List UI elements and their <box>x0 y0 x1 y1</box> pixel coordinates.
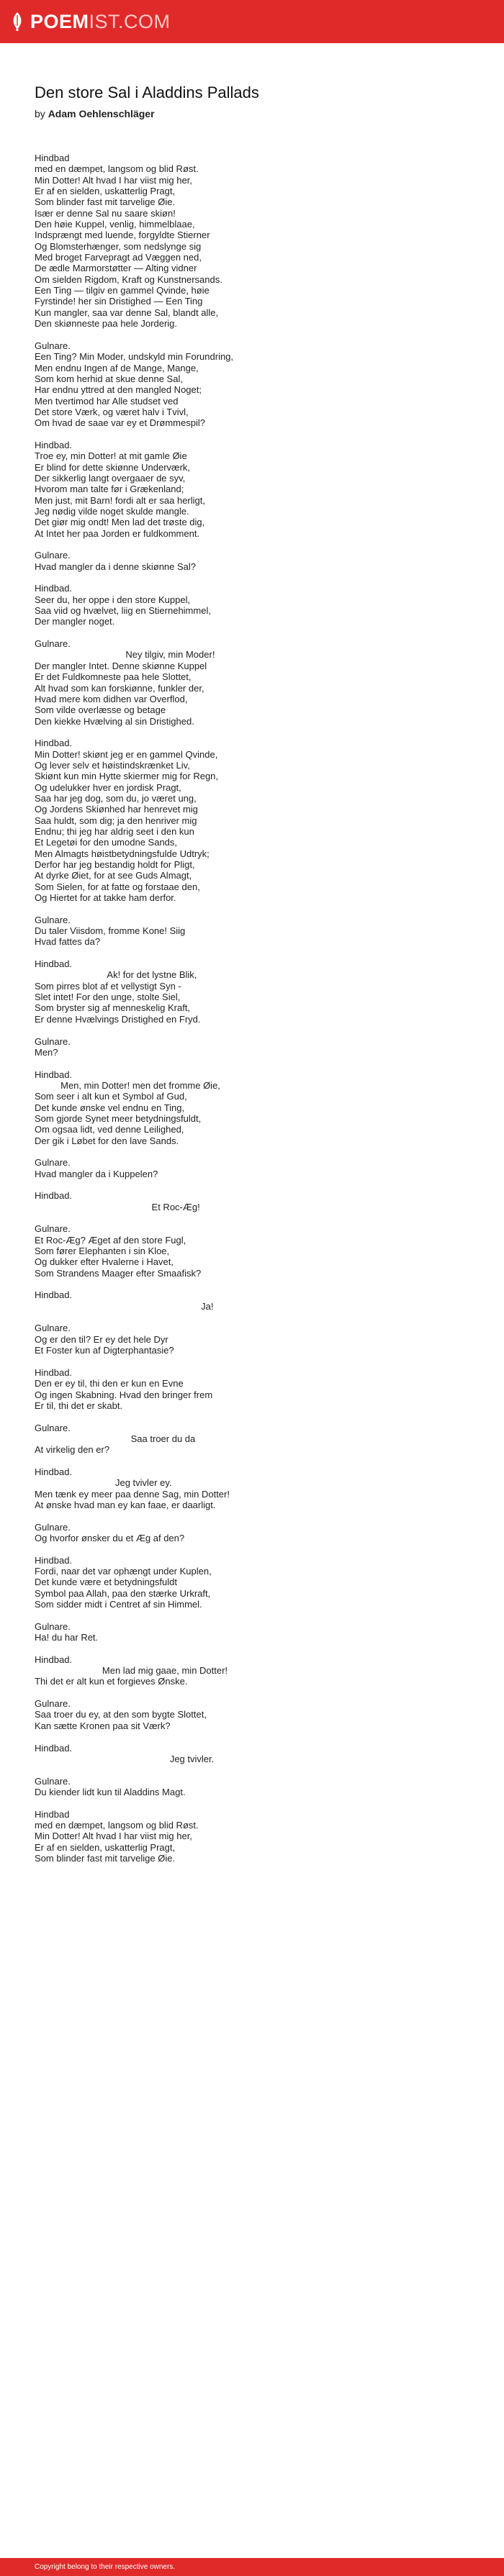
poem-line: Symbol paa Allah, paa den stærke Urkraft, <box>35 1587 211 1599</box>
poem-line: Een Ting? Min Moder, undskyld min Forundring, <box>35 351 234 363</box>
poem-line: Men? <box>35 1046 58 1058</box>
poem-line: Som blinder fast mit tarvelige Øie. <box>35 196 176 208</box>
poem-stanza <box>35 1069 474 1146</box>
poem-line: Men tænk ey meer paa denne Sag, min Dotter! <box>35 1488 230 1500</box>
poem-byline <box>35 107 474 120</box>
poem-line: Om ogsaa lidt, ved denne Leilighed, <box>35 1124 184 1135</box>
poem-line: Alt hvad som kan forskiønne, funkler der, <box>35 682 204 694</box>
logo-text-poem: POEM <box>30 10 89 32</box>
poem-line: Som gjorde Synet meer betydningsfuldt, <box>35 1112 202 1124</box>
poem-stanza <box>35 1190 474 1212</box>
poem-stanza <box>35 1522 474 1544</box>
poem-line: Og Jordens Skiønhed har henrevet mig <box>35 804 198 815</box>
speaker-name: Hindbad. <box>35 1466 73 1477</box>
speaker-name: Hindbad. <box>35 1289 73 1301</box>
speaker-name: Gulnare. <box>35 1422 71 1433</box>
poem-line: Saa troer du ey, at den som bygte Slottet, <box>35 1709 207 1720</box>
poem-line: Hvad fattes da? <box>35 936 101 948</box>
poem-line: Fordi, naar det var ophængt under Kuplen, <box>35 1566 212 1577</box>
speaker-name: Hindbad <box>35 153 70 163</box>
poem-line: Indsprængt med luende, forgyldte Stierner <box>35 230 210 241</box>
poem-line: Hvorom man talte før i Grækenland; <box>35 484 184 495</box>
poem-stanza <box>35 1289 474 1312</box>
poem-line: med en dæmpet, langsom og blid Røst. <box>35 163 199 175</box>
poem-line: Som blinder fast mit tarvelige Øie. <box>35 1852 176 1864</box>
poem-line: Er af en sielden, uskatterlig Pragt, <box>35 1841 176 1853</box>
poem-stanza <box>35 153 474 330</box>
poem-stanza <box>35 340 474 429</box>
poem-body <box>35 153 474 1864</box>
speaker-name: Hindbad. <box>35 1554 73 1566</box>
poem-line: Jeg tvivler ey. <box>35 1477 172 1489</box>
speaker-name: Gulnare. <box>35 1157 71 1169</box>
speaker-name: Gulnare. <box>35 1775 71 1787</box>
poem-line: Og Blomsterhænger, som nedslynge sig <box>35 240 202 252</box>
poem-line: Og ingen Skabning. Hvad den bringer frem <box>35 1389 213 1400</box>
poem-line: Et Foster kun af Digterphantasie? <box>35 1345 174 1356</box>
speaker-name: Hindbad <box>35 1808 70 1820</box>
poem-line: Især er denne Sal nu saare skiøn! <box>35 207 176 219</box>
poem-line: Er af en sielden, uskatterlig Pragt, <box>35 186 176 197</box>
poem-line: med en dæmpet, langsom og blid Røst. <box>35 1819 199 1831</box>
poem-line: Thi det er alt kun et forgieves Ønske. <box>35 1676 188 1687</box>
poem-stanza <box>35 1809 474 1864</box>
speaker-name: Gulnare. <box>35 914 71 925</box>
poem-stanza <box>35 1621 474 1643</box>
poem-stanza <box>35 915 474 948</box>
poem-line: Saa troer du da <box>35 1433 196 1444</box>
speaker-name: Hindbad. <box>35 958 73 970</box>
poem-line: Er til, thi det er skabt. <box>35 1400 123 1411</box>
poem-line: Der sikkerlig langt overgaaer de syv, <box>35 472 186 484</box>
poem-stanza <box>35 1323 474 1356</box>
speaker-name: Hindbad. <box>35 1654 73 1665</box>
poem-line: Og hvorfor ønsker du et Æg af den? <box>35 1532 185 1543</box>
poem-line: Derfor har jeg bestandig holdt for Pligt, <box>35 859 195 870</box>
poem-line: Den høie Kuppel, venlig, himmelblaae, <box>35 219 195 230</box>
poem-line: Men Almagts høistbetydningsfulde Udtryk; <box>35 848 210 859</box>
poem-line: Slet intet! For den unge, stolte Siel, <box>35 992 181 1003</box>
poem-stanza <box>35 1157 474 1179</box>
poem-line: Men just, mit Barn! fordi alt er saa herligt, <box>35 494 205 506</box>
poem-line: Hvad mere kom didhen var Overflod, <box>35 693 188 704</box>
poem-line: Det kunde ønske vel endnu en Ting, <box>35 1102 185 1113</box>
poem-line: Har endnu yttred at den mangled Noget; <box>35 384 202 396</box>
speaker-name: Gulnare. <box>35 638 71 650</box>
poem-stanza <box>35 1743 474 1765</box>
poem-author[interactable]: Adam Oehlenschläger <box>48 108 155 119</box>
poem-line: Er blind for dette skiønne Underværk, <box>35 461 191 473</box>
poem-line: Een Ting — tilgiv en gammel Qvinde, høie <box>35 285 210 296</box>
poem-line: Troe ey, min Dotter! at mit gamle Øie <box>35 450 187 462</box>
speaker-name: Hindbad. <box>35 583 73 594</box>
site-header <box>0 0 504 43</box>
speaker-name: Hindbad. <box>35 738 73 749</box>
poem-line: Du kiender lidt kun til Aladdins Magt. <box>35 1786 186 1797</box>
poem-line: At dyrke Øiet, for at see Guds Almagt, <box>35 870 192 881</box>
poem-line: Er det Fuldkomneste paa hele Slottet, <box>35 671 192 683</box>
poem-line: Ney tilgiv, min Moder! <box>35 649 215 661</box>
poem-stanza <box>35 1223 474 1279</box>
poem-line: Et Roc-Æg? Æget af den store Fugl, <box>35 1234 186 1246</box>
poem-line: Saa huldt, som dig; ja den henriver mig <box>35 815 197 826</box>
speaker-name: Hindbad. <box>35 1190 73 1202</box>
speaker-name: Gulnare. <box>35 340 71 351</box>
poem-line: Jeg tvivler. <box>35 1753 215 1764</box>
poem-line: Et Roc-Æg! <box>35 1201 200 1212</box>
poem-line: Med broget Farvepragt ad Væggen ned, <box>35 252 202 263</box>
poem-line: Ak! for det lystne Blik, <box>35 969 197 981</box>
poem-line: Er denne Hvælvings Dristighed en Fryd. <box>35 1013 201 1025</box>
poem-line: Om sielden Rigdom, Kraft og Kunstnersands. <box>35 273 222 285</box>
poem-title: Den store Sal i Aladdins Pallads <box>35 83 259 101</box>
poem-line: Den kiekke Hvælving al sin Dristighed. <box>35 715 194 727</box>
poem-line: Du taler Viisdom, fromme Kone! Siig <box>35 925 186 937</box>
poem-stanza <box>35 550 474 572</box>
poem-stanza <box>35 1367 474 1411</box>
poem-stanza <box>35 738 474 903</box>
poem-line: Som Sielen, for at fatte og forstaae den, <box>35 881 200 892</box>
speaker-name: Hindbad. <box>35 439 73 450</box>
poem-line: Et Legetøi for den umodne Sands, <box>35 837 178 848</box>
poem-line: At ønske hvad man ey kan faae, er daarligt. <box>35 1499 216 1510</box>
poem-article <box>35 83 474 1875</box>
poem-line: Som bryster sig af menneskelig Kraft, <box>35 1002 191 1014</box>
poem-line: Der mangler noget. <box>35 616 115 627</box>
poem-stanza <box>35 583 474 627</box>
poem-stanza <box>35 1423 474 1456</box>
poem-line: Men lad mig gaae, min Dotter! <box>35 1665 228 1677</box>
speaker-name: Gulnare. <box>35 1620 71 1632</box>
poem-line: Skiønt kun min Hytte skiermer mig for Regn, <box>35 771 219 782</box>
poem-line: Jeg nødig vilde noget skulde mangle. <box>35 506 189 517</box>
poem-line: Ha! du har Ret. <box>35 1632 99 1643</box>
poem-line: At virkelig den er? <box>35 1444 110 1456</box>
poem-stanza <box>35 1555 474 1610</box>
poem-line: Min Dotter! Alt hvad I har viist mig her, <box>35 174 192 186</box>
speaker-name: Hindbad. <box>35 1069 73 1080</box>
poem-stanza <box>35 1698 474 1731</box>
poem-stanza <box>35 958 474 1025</box>
speaker-name: Gulnare. <box>35 1035 71 1047</box>
by-label: by <box>35 108 45 119</box>
poem-line: Hvad mangler da i denne skiønne Sal? <box>35 561 197 572</box>
copyright-notice: Copyright belong to their respective owners. <box>35 2563 176 2571</box>
poem-line: Ja! <box>35 1300 214 1312</box>
poem-line: Den skiønneste paa hele Jorderig. <box>35 318 178 330</box>
poem-line: Kan sætte Kronen paa sit Værk? <box>35 1720 171 1731</box>
poem-line: Og er den til? Er ey det hele Dyr <box>35 1333 168 1345</box>
poem-line: Og lever selv et høistindskrænket Liv, <box>35 759 190 771</box>
poem-line: Som seer i alt kun et Symbol af Gud, <box>35 1091 187 1102</box>
poem-line: Den er ey til, thi den er kun en Evne <box>35 1378 184 1389</box>
poem-stanza <box>35 1654 474 1687</box>
speaker-name: Hindbad. <box>35 1742 73 1754</box>
poem-line: Saa har jeg dog, som du, jo været ung, <box>35 792 197 804</box>
poem-line: Men endnu Ingen af de Mange, Mange, <box>35 362 199 373</box>
poem-line: Saa viid og hvælvet, liig en Stiernehimmel, <box>35 605 211 617</box>
poem-stanza <box>35 638 474 727</box>
site-footer <box>0 2558 504 2576</box>
poem-line: Som fører Elephanten i sin Kloe, <box>35 1246 170 1257</box>
poem-line: Endnu; thi jeg har aldrig seet i den kun <box>35 825 194 837</box>
poem-line: Fyrstinde! her sin Dristighed — Een Ting <box>35 296 203 307</box>
poem-line: Min Dotter! Alt hvad I har viist mig her, <box>35 1831 192 1842</box>
poem-line: Min Dotter! skiønt jeg er en gammel Qvinde, <box>35 748 218 760</box>
poem-line: Det store Værk, og været halv i Tvivl, <box>35 406 189 417</box>
poem-line: Der mangler Intet. Denne skiønne Kuppel <box>35 660 207 671</box>
poem-line: Men tvertimod har Alle studset ved <box>35 395 179 407</box>
speaker-name: Hindbad. <box>35 1366 73 1378</box>
poem-line: Som sidder midt i Centret af sin Himmel. <box>35 1599 202 1610</box>
poem-line: At Intet her paa Jorden er fuldkomment. <box>35 527 200 539</box>
poem-line: Som pirres blot af et vellystigt Syn - <box>35 980 181 992</box>
speaker-name: Gulnare. <box>35 1698 71 1710</box>
poem-line: Kun mangler, saa var denne Sal, blandt alle, <box>35 307 219 318</box>
speaker-name: Gulnare. <box>35 1521 71 1533</box>
poem-line: De ædle Marmorstøtter — Alting vidner <box>35 263 197 274</box>
poem-line: Der gik i Løbet for den lave Sands. <box>35 1135 179 1146</box>
speaker-name: Gulnare. <box>35 550 71 561</box>
poem-line: Som Strandens Maager efter Smaafisk? <box>35 1267 202 1279</box>
speaker-name: Gulnare. <box>35 1223 71 1235</box>
poem-line: Om hvad de saae var ey et Drømmespil? <box>35 417 205 429</box>
poem-line: Som vilde overlæsse og betage <box>35 704 166 716</box>
poem-line: Og dukker efter Hvalerne i Havet, <box>35 1256 174 1268</box>
poem-line: Hvad mangler da i Kuppelen? <box>35 1168 158 1179</box>
poem-line: Og Hiertet for at takke ham derfor. <box>35 892 176 904</box>
poem-line: Og udelukker hver en jordisk Pragt, <box>35 781 181 793</box>
poem-line: Som kom herhid at skue denne Sal, <box>35 373 183 384</box>
poem-line: Seer du, her oppe i den store Kuppel, <box>35 594 191 605</box>
speaker-name: Gulnare. <box>35 1323 71 1334</box>
logo-text-ist: IST.COM <box>89 10 171 32</box>
poem-stanza <box>35 1036 474 1058</box>
poem-stanza <box>35 1466 474 1510</box>
poem-stanza <box>35 1776 474 1798</box>
poem-line: Det kunde være et betydningsfuldt <box>35 1577 178 1588</box>
poem-stanza <box>35 440 474 539</box>
quill-pen-icon <box>10 12 24 32</box>
poem-line: Det giør mig ondt! Men lad det trøste dig, <box>35 517 205 528</box>
poem-line: Men, min Dotter! men det fromme Øie, <box>35 1079 220 1091</box>
site-logo[interactable] <box>10 11 171 33</box>
